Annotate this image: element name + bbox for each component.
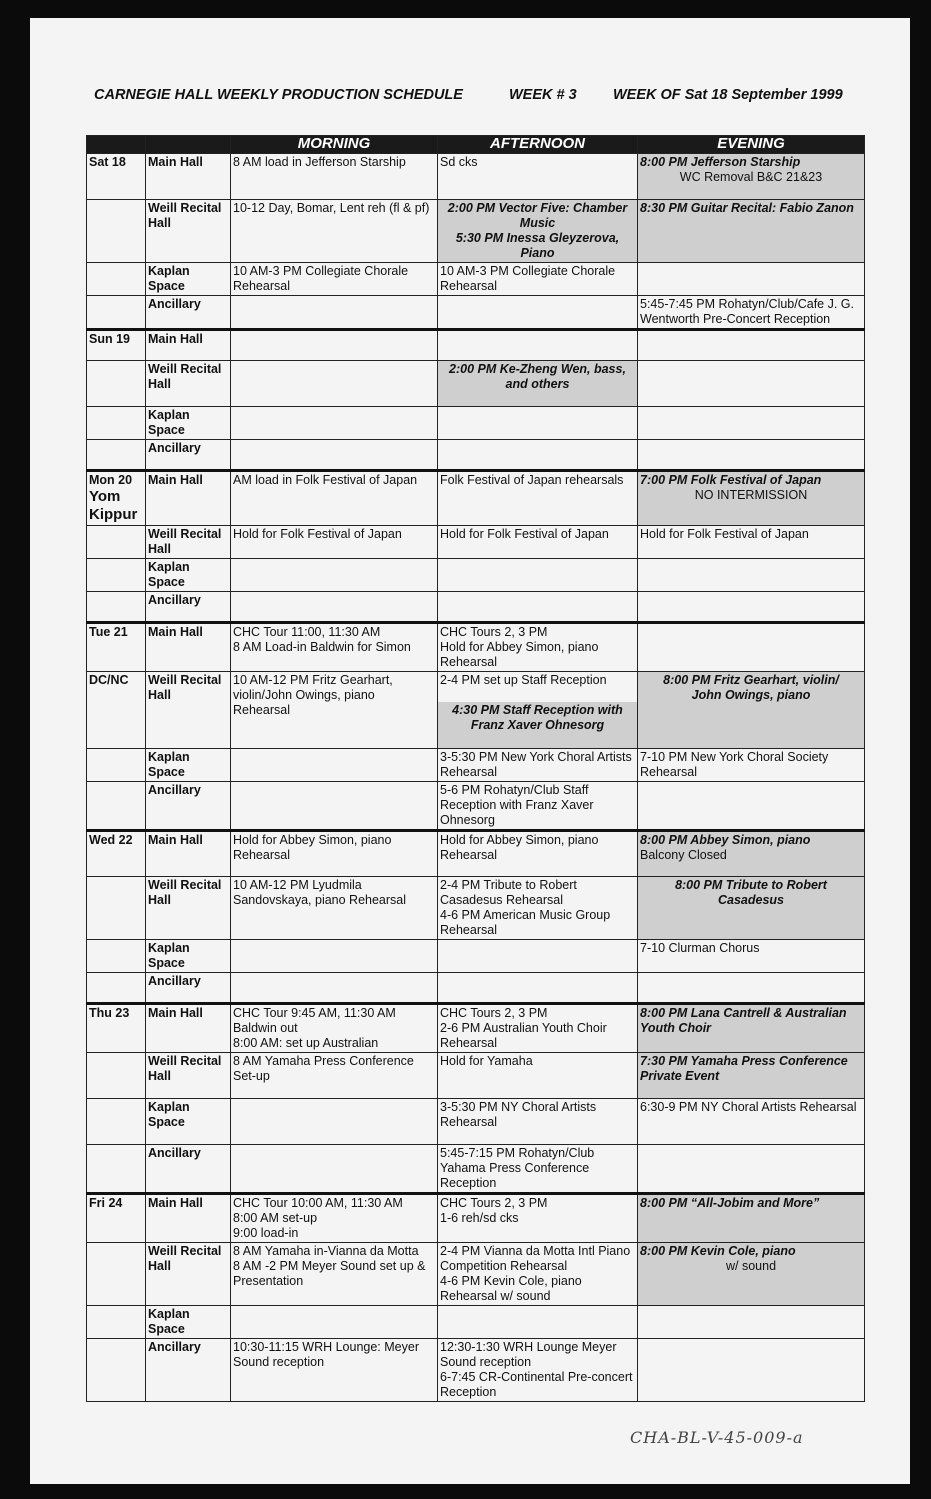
cell: 8:00 PM Lana Cantrell & Australian Youth Choir	[638, 1004, 865, 1053]
venue-label: Weill Recital Hall	[146, 526, 231, 559]
table-row	[87, 782, 865, 831]
table-row	[87, 1194, 865, 1243]
cell: 10 AM-12 PM Fritz Gearhart, violin/John Owings, piano Rehearsal	[231, 672, 438, 749]
table-row	[87, 940, 865, 973]
venue-label: Kaplan Space	[146, 263, 231, 296]
table-row	[87, 361, 865, 407]
venue-label: Main Hall	[146, 623, 231, 672]
day-label: Wed 22	[87, 831, 146, 877]
table-row	[87, 200, 865, 263]
venue-label: Kaplan Space	[146, 1306, 231, 1339]
col-evening: EVENING	[638, 136, 865, 154]
day-sublabel: DC/NC	[87, 672, 146, 749]
table-row	[87, 1004, 865, 1053]
column-headers	[87, 136, 865, 154]
cell: Folk Festival of Japan rehearsals	[438, 471, 638, 526]
venue-label: Main Hall	[146, 831, 231, 877]
cell: 10:30-11:15 WRH Lounge: Meyer Sound reception	[231, 1339, 438, 1402]
production-schedule-table	[86, 135, 865, 1402]
cell: Hold for Yamaha	[438, 1053, 638, 1099]
cell: 10 AM-3 PM Collegiate Chorale Rehearsal	[438, 263, 638, 296]
cell: CHC Tours 2, 3 PM 1-6 reh/sd cks	[438, 1194, 638, 1243]
cell: 8:00 PM Fritz Gearhart, violin/ John Owings, piano	[638, 672, 865, 749]
venue-label: Weill Recital Hall	[146, 1243, 231, 1306]
cell: 8:00 PM Kevin Cole, piano w/ sound	[638, 1243, 865, 1306]
cell: 8:00 PM Abbey Simon, piano Balcony Closed	[638, 831, 865, 877]
table-row	[87, 440, 865, 471]
table-row	[87, 263, 865, 296]
cell: 7:30 PM Yamaha Press Conference Private Event	[638, 1053, 865, 1099]
venue-label: Main Hall	[146, 1194, 231, 1243]
table-row	[87, 749, 865, 782]
cell: 5:45-7:15 PM Rohatyn/Club Yahama Press Conference Reception	[438, 1145, 638, 1194]
cell: 2-4 PM set up Staff Reception 4:30 PM Staff Reception with Franz Xaver Ohnesorg	[438, 672, 638, 749]
cell: Sd cks	[438, 154, 638, 200]
venue-label: Kaplan Space	[146, 1099, 231, 1145]
cell: 3-5:30 PM NY Choral Artists Rehearsal	[438, 1099, 638, 1145]
day-label: Thu 23	[87, 1004, 146, 1053]
day-label: Tue 21	[87, 623, 146, 672]
cell: CHC Tour 9:45 AM, 11:30 AM Baldwin out 8:00 AM: set up Australian	[231, 1004, 438, 1053]
table-row	[87, 1053, 865, 1099]
day-label: Mon 20 Yom Kippur	[87, 471, 146, 526]
cell: 2:00 PM Ke-Zheng Wen, bass, and others	[438, 361, 638, 407]
cell: Hold for Abbey Simon, piano Rehearsal	[438, 831, 638, 877]
cell: Hold for Folk Festival of Japan	[638, 526, 865, 559]
table-row	[87, 154, 865, 200]
venue-label: Ancillary	[146, 440, 231, 471]
table-row	[87, 623, 865, 672]
table-row	[87, 672, 865, 749]
venue-label: Weill Recital Hall	[146, 672, 231, 749]
table-row	[87, 1145, 865, 1194]
catalog-number: CHA-BL-V-45-009-a	[630, 1428, 804, 1447]
venue-label: Kaplan Space	[146, 407, 231, 440]
venue-label: Weill Recital Hall	[146, 1053, 231, 1099]
table-row	[87, 1099, 865, 1145]
venue-label: Ancillary	[146, 782, 231, 831]
col-afternoon: AFTERNOON	[438, 136, 638, 154]
cell: Hold for Folk Festival of Japan	[231, 526, 438, 559]
cell: CHC Tour 10:00 AM, 11:30 AM 8:00 AM set-up 9:00 load-in	[231, 1194, 438, 1243]
week-of-date: WEEK OF Sat 18 September 1999	[613, 87, 843, 103]
cell: CHC Tours 2, 3 PM 2-6 PM Australian Youth Choir Rehearsal	[438, 1004, 638, 1053]
venue-label: Ancillary	[146, 973, 231, 1004]
schedule-title: CARNEGIE HALL WEEKLY PRODUCTION SCHEDULE	[94, 87, 463, 103]
cell: 8:00 PM Jefferson Starship WC Removal B&C 21&23	[638, 154, 865, 200]
cell: 8 AM Yamaha Press Conference Set-up	[231, 1053, 438, 1099]
cell: 5-6 PM Rohatyn/Club Staff Reception with Franz Xaver Ohnesorg	[438, 782, 638, 831]
table-row	[87, 330, 865, 361]
table-row	[87, 296, 865, 330]
venue-label: Kaplan Space	[146, 749, 231, 782]
table-row	[87, 1339, 865, 1402]
venue-label: Kaplan Space	[146, 940, 231, 973]
venue-label: Weill Recital Hall	[146, 361, 231, 407]
cell: 7-10 Clurman Chorus	[638, 940, 865, 973]
cell: 10 AM-3 PM Collegiate Chorale Rehearsal	[231, 263, 438, 296]
day-label: Sun 19	[87, 330, 146, 361]
venue-label: Weill Recital Hall	[146, 200, 231, 263]
cell: 2:00 PM Vector Five: Chamber Music 5:30 PM Inessa Gleyzerova, Piano	[438, 200, 638, 263]
table-row	[87, 592, 865, 623]
cell: 6:30-9 PM NY Choral Artists Rehearsal	[638, 1099, 865, 1145]
table-row	[87, 1243, 865, 1306]
cell: 8:30 PM Guitar Recital: Fabio Zanon	[638, 200, 865, 263]
holiday-label: Yom Kippur	[89, 488, 138, 523]
table-row	[87, 831, 865, 877]
table-row	[87, 877, 865, 940]
day-label: Fri 24	[87, 1194, 146, 1243]
cell: 2-4 PM Vianna da Motta Intl Piano Competition Rehearsal 4-6 PM Kevin Cole, piano Rehearsal w/ sound	[438, 1243, 638, 1306]
week-number: WEEK # 3	[509, 87, 577, 103]
cell: AM load in Folk Festival of Japan	[231, 471, 438, 526]
cell: 7:00 PM Folk Festival of Japan NO INTERMISSION	[638, 471, 865, 526]
day-label: Sat 18	[87, 154, 146, 200]
table-row	[87, 973, 865, 1004]
cell: 10 AM-12 PM Lyudmila Sandovskaya, piano Rehearsal	[231, 877, 438, 940]
cell: 10-12 Day, Bomar, Lent reh (fl & pf)	[231, 200, 438, 263]
cell: 5:45-7:45 PM Rohatyn/Club/Cafe J. G. Wentworth Pre-Concert Reception	[638, 296, 865, 330]
table-row	[87, 526, 865, 559]
col-morning: MORNING	[231, 136, 438, 154]
venue-label: Main Hall	[146, 154, 231, 200]
venue-label: Ancillary	[146, 592, 231, 623]
venue-label: Ancillary	[146, 1339, 231, 1402]
cell: CHC Tour 11:00, 11:30 AM 8 AM Load-in Baldwin for Simon	[231, 623, 438, 672]
venue-label: Main Hall	[146, 330, 231, 361]
venue-label: Weill Recital Hall	[146, 877, 231, 940]
cell: 8:00 PM “All-Jobim and More”	[638, 1194, 865, 1243]
cell: 3-5:30 PM New York Choral Artists Rehearsal	[438, 749, 638, 782]
cell: 2-4 PM Tribute to Robert Casadesus Rehearsal 4-6 PM American Music Group Rehearsal	[438, 877, 638, 940]
venue-label: Kaplan Space	[146, 559, 231, 592]
cell: 12:30-1:30 WRH Lounge Meyer Sound reception 6-7:45 CR-Continental Pre-concert Reception	[438, 1339, 638, 1402]
table-row	[87, 1306, 865, 1339]
cell: Hold for Abbey Simon, piano Rehearsal	[231, 831, 438, 877]
cell: 7-10 PM New York Choral Society Rehearsal	[638, 749, 865, 782]
cell: 8 AM Yamaha in-Vianna da Motta 8 AM -2 PM Meyer Sound set up & Presentation	[231, 1243, 438, 1306]
venue-label: Ancillary	[146, 1145, 231, 1194]
venue-label: Ancillary	[146, 296, 231, 330]
venue-label: Main Hall	[146, 1004, 231, 1053]
venue-label: Main Hall	[146, 471, 231, 526]
cell: CHC Tours 2, 3 PM Hold for Abbey Simon, piano Rehearsal	[438, 623, 638, 672]
cell: 8 AM load in Jefferson Starship	[231, 154, 438, 200]
cell: Hold for Folk Festival of Japan	[438, 526, 638, 559]
table-row	[87, 471, 865, 526]
cell: 8:00 PM Tribute to Robert Casadesus	[638, 877, 865, 940]
table-row	[87, 407, 865, 440]
table-row	[87, 559, 865, 592]
